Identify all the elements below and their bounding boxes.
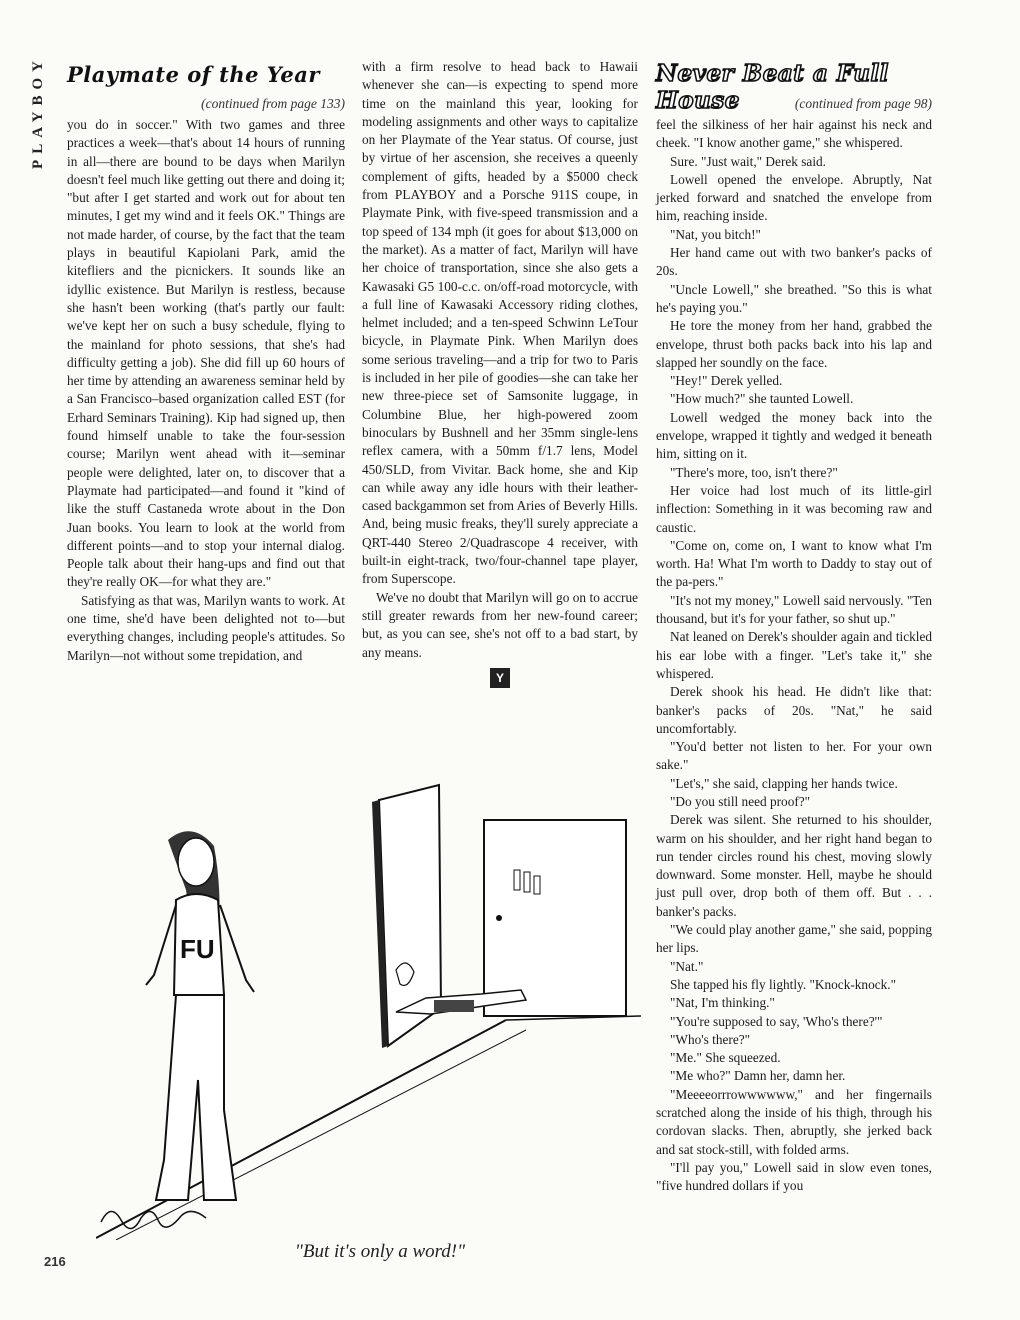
fallen-figure-clothes (434, 1000, 474, 1012)
paragraph: Satisfying as that was, Marilyn wants to work. At one time, she'd have been delighted not to—but everything changes, including people's attitudes. So Marilyn—not without some trepidation, and (67, 592, 345, 663)
paragraph: "Nat." (670, 958, 704, 974)
paragraph: Lowell wedged the money back into the envelope, wrapped it tightly and wedged it beneath him, sitting on it. (656, 409, 932, 462)
text-column-2 (362, 58, 638, 688)
woman-arm-right (220, 905, 254, 992)
doorway-frame (484, 820, 626, 1016)
paragraph: "Let's," she said, clapping her hands twice. (670, 775, 898, 791)
paragraph: feel the silkiness of her hair against his neck and cheek. "I know another game," she whispered. (656, 117, 932, 151)
paragraph: Lowell opened the envelope. Abruptly, Nat jerked forward and snatched the envelope from him, reaching inside. (656, 171, 932, 224)
text-column-1 (67, 116, 345, 665)
page-number: 216 (44, 1254, 66, 1269)
paragraph: "You're supposed to say, 'Who's there?'" (670, 1013, 883, 1029)
paragraph: "How much?" she taunted Lowell. (670, 391, 854, 407)
woman-face (178, 838, 214, 886)
paragraph: "Me." She squeezed. (670, 1050, 781, 1066)
woman-arm-left (146, 905, 176, 985)
article-title-playmate: Playmate of the Year (67, 62, 320, 87)
paragraph: "Hey!" Derek yelled. (670, 373, 783, 389)
paragraph: "We could play another game," she said, popping her lips. (656, 922, 932, 956)
text-column-3 (656, 116, 932, 1196)
paragraph: Nat leaned on Derek's shoulder again and tickled his ear lobe with a finger. "Let's take it," she whispered. (656, 629, 932, 681)
paragraph: "Come on, come on, I want to know what I'm worth. Ha! What I'm worth to Daddy to stay out of the pa-pers." (656, 537, 932, 590)
paragraph: "Do you still need proof?" (670, 793, 811, 809)
paragraph: "I'll pay you," Lowell said in slow even tones, "five hundred dollars if you (656, 1159, 932, 1194)
paragraph: Derek was silent. She returned to his shoulder, warm on his shoulder, and her right hand began to run tender circles round his chest, moving slowly downward. Some monster. Hell, maybe he should just pull over, drop both of them off. But . . . banker's packs. (656, 812, 932, 919)
paragraph: with a firm resolve to head back to Hawaii whenever she can—is expecting to spend more time on the mainland this year, looking for modeling assignments and other ways to capitalize on her Playmate of the Year status. Of course, just by virtue of her ascension, she receives a queenly complement of gifts, headed by a $5000 check from PLAYBOY and a Porsche 911S coupe, in Playmate Pink, with five-speed transmission and a top speed of 134 mph (it goes for about $13,000 on the market). As a matter of fact, Marilyn will have her choice of transportation, since she also gets a Kawasaki G5 100-c.c. on/off-road motorcycle, with a full line of Kawasaki Accessory riding clothes, helmet included; and a ten-speed Schwinn LeTour bicycle, in Playmate Pink. When Marilyn does some serious traveling—and a trip for two to Paris is included in her pile of goodies—she can take her new three-piece set of Samsonite luggage, in Columbine Blue, her high-powered zoom binoculars by Bushnell and her 35mm single-lens reflex camera, with a 50mm f/1.7 lens, Model 450/SLD, from Vivitar. Back home, she and Kip can while away any idle hours with their leather-cased backgammon set from Aries of Beverly Hills. And, being music freaks, they'll surely appreciate a QRT-440 Stereo 2/Quadrascope 4 receiver, with built-in eight-track, two/four-channel tape player, from Superscope. (362, 59, 638, 587)
woman-pants (156, 995, 236, 1200)
paragraph: Derek shook his head. He didn't like that: banker's packs of 20s. "Nat," he said uncomfortably. (656, 684, 932, 736)
paragraph: Sure. "Just wait," Derek said. (670, 153, 826, 169)
paragraph: "Nat, I'm thinking." (670, 995, 775, 1011)
paragraph: She tapped his fly lightly. "Knock-knock." (670, 976, 897, 992)
paragraph: "Meeeeorrrowwwwww," and her fingernails scratched along the inside of his thigh, through his cordovan slacks. Then, abruptly, she jerked back and sat stock-still, with folded arms. (656, 1086, 932, 1157)
paragraph: Her voice had lost much of its little-girl inflection: Something in it was becoming raw and caustic. (656, 482, 932, 535)
paragraph: Her hand came out with two banker's packs of 20s. (656, 245, 932, 279)
article-title-full-house: Never Beat a Full House (656, 60, 889, 114)
paragraph: "Nat, you bitch!" (670, 226, 761, 242)
running-head: PLAYBOY (30, 55, 46, 169)
end-mark-icon: Y (490, 668, 510, 688)
door-knob (496, 915, 502, 921)
paragraph: He tore the money from her hand, grabbed the envelope, thrust both packs back into his lap and slapped her soundly on the face. (656, 318, 932, 370)
paragraph: "Me who?" Damn her, damn her. (670, 1068, 846, 1084)
paragraph: We've no doubt that Marilyn will go on to accrue still greater rewards from her new-found career; but, as you can see, she's not off to a bad start, by any means. (362, 589, 638, 660)
paragraph: "It's not my money," Lowell said nervously. "Ten thousand, but it's for your father, so shut up." (656, 592, 932, 627)
paragraph: "You'd better not listen to her. For your own sake." (656, 739, 932, 773)
cartoon-caption: "But it's only a word!" (294, 1241, 466, 1262)
continued-note-right: (continued from page 98) (794, 96, 932, 111)
signature-drawing (96, 1192, 216, 1232)
paragraph: "Who's there?" (670, 1031, 751, 1047)
shirt-text: FU (180, 934, 215, 964)
paragraph: "There's more, too, isn't there?" (670, 464, 838, 480)
continued-note-left: (continued from page 133) (201, 96, 345, 111)
cartoon-illustration (96, 780, 644, 1240)
paragraph: you do in soccer." With two games and three practices a week—that's about 14 hours of running in all—there are bound to be days when Marilyn doesn't feel much like getting out there and doing it; "but after I get started and work out for about ten minutes, I get my wind and it feels OK." Things are not made harder, of course, by the fact that the team plays in beautiful Kapiolani Park, amid the kitefliers and the picnickers. It sounds like an idyllic existence. But Marilyn is restless, because she hasn't been working (that's partly our fault: we've kept her on such a busy schedule, flying to the mainland for photo sessions, that she's had difficulty getting a job). She did fill up 60 hours of her time by attending an awareness seminar held by a San Francisco–based organization called EST (for Erhard Seminars Training). Kip had signed up, then found himself unable to take the four-session course; Marilyn went ahead with it—seminar people were delighted, later on, to discover that a Playmate had participated—and found it "kind of like the stuff Castaneda wrote about in the Don Juan books. You learn to look at the world from different points—and to stop your internal dialog. People talk about their hang-ups and find out that they're really OK—for what they are." (67, 117, 345, 590)
paragraph: "Uncle Lowell," she breathed. "So this is what he's paying you." (656, 281, 932, 315)
artist-signature (96, 1192, 216, 1232)
